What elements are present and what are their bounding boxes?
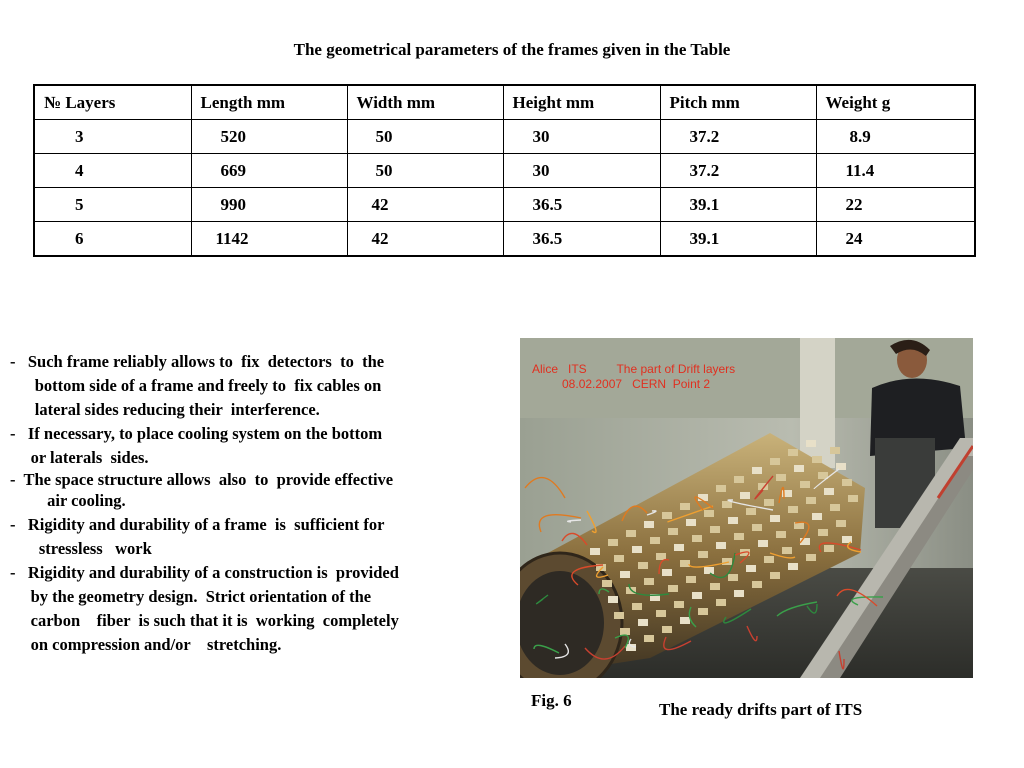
- detector-module: [710, 526, 720, 533]
- table-row: [34, 188, 975, 222]
- cell-layers: 6: [34, 222, 191, 257]
- detector-module: [836, 463, 846, 470]
- detector-module: [806, 497, 816, 504]
- cell-length: 520: [191, 120, 347, 154]
- detector-module: [842, 479, 852, 486]
- detector-module: [614, 555, 624, 562]
- bullet-continuation: lateral sides reducing their interference.: [10, 400, 320, 419]
- cell-height: 30: [503, 154, 660, 188]
- cell-pitch: 37.2: [660, 154, 816, 188]
- cell-weight: 8.9: [816, 120, 975, 154]
- table-row: [34, 120, 975, 154]
- table-header-row: [34, 85, 975, 120]
- cell-width: 50: [347, 154, 503, 188]
- detector-module: [662, 512, 672, 519]
- bullet-continuation: by the geometry design. Strict orientation of the: [10, 587, 372, 606]
- cell-length: 669: [191, 154, 347, 188]
- detector-module: [680, 560, 690, 567]
- detector-module: [620, 571, 630, 578]
- detector-module: [770, 515, 780, 522]
- detector-module: [680, 503, 690, 510]
- detector-module: [638, 619, 648, 626]
- parameters-table: [33, 84, 976, 257]
- detector-module: [824, 488, 834, 495]
- detector-module: [716, 599, 726, 606]
- cell-weight: 24: [816, 222, 975, 257]
- detector-module: [662, 626, 672, 633]
- detector-module: [686, 519, 696, 526]
- cell-height: 30: [503, 120, 660, 154]
- bullet-item: - The space structure allows also to provide effective: [10, 470, 394, 489]
- detector-module: [698, 608, 708, 615]
- header-width: Width mm: [347, 85, 503, 120]
- photo-overlay-line2: 08.02.2007 CERN Point 2: [532, 377, 711, 391]
- detector-module: [590, 548, 600, 555]
- detector-module: [728, 574, 738, 581]
- detector-module: [632, 546, 642, 553]
- cell-pitch: 39.1: [660, 188, 816, 222]
- detector-module: [848, 495, 858, 502]
- detector-module: [662, 569, 672, 576]
- detector-module: [734, 476, 744, 483]
- detector-module: [686, 576, 696, 583]
- detector-module: [800, 481, 810, 488]
- its-photo: [520, 338, 973, 678]
- cell-length: 990: [191, 188, 347, 222]
- detector-module: [632, 603, 642, 610]
- cell-pitch: 39.1: [660, 222, 816, 257]
- detector-module: [608, 596, 618, 603]
- detector-module: [830, 504, 840, 511]
- detector-module: [734, 533, 744, 540]
- detector-module: [788, 449, 798, 456]
- bullet-continuation: air cooling.: [10, 491, 126, 510]
- detector-module: [734, 590, 744, 597]
- detector-module: [650, 537, 660, 544]
- detector-module: [812, 513, 822, 520]
- bullet-continuation: carbon fiber is such that it is working completely: [10, 611, 399, 630]
- cell-layers: 3: [34, 120, 191, 154]
- detector-module: [728, 517, 738, 524]
- cell-layers: 5: [34, 188, 191, 222]
- detector-module: [680, 617, 690, 624]
- figure-label: Fig. 6: [531, 691, 572, 710]
- detector-module: [740, 492, 750, 499]
- detector-module: [644, 635, 654, 642]
- bullet-item: - If necessary, to place cooling system on the bottom: [10, 424, 383, 443]
- cell-layers: 4: [34, 154, 191, 188]
- detector-module: [824, 545, 834, 552]
- detector-module: [704, 510, 714, 517]
- table-row: [34, 154, 975, 188]
- detector-module: [704, 567, 714, 574]
- figure-caption: The ready drifts part of ITS: [659, 700, 863, 719]
- detector-module: [722, 558, 732, 565]
- header-pitch: Pitch mm: [660, 85, 816, 120]
- cell-height: 36.5: [503, 222, 660, 257]
- detector-module: [614, 612, 624, 619]
- detector-module: [620, 628, 630, 635]
- photo-overlay-line1: Alice ITS The part of Drift layers: [532, 362, 736, 376]
- detector-module: [716, 485, 726, 492]
- cell-weight: 11.4: [816, 154, 975, 188]
- cell-weight: 22: [816, 188, 975, 222]
- detector-module: [746, 508, 756, 515]
- cell-height: 36.5: [503, 188, 660, 222]
- detector-module: [770, 572, 780, 579]
- detector-module: [716, 542, 726, 549]
- detector-module: [812, 456, 822, 463]
- detector-module: [806, 440, 816, 447]
- detector-module: [788, 563, 798, 570]
- detector-module: [698, 551, 708, 558]
- bullet-item: - Rigidity and durability of a frame is sufficient for: [10, 515, 385, 534]
- detector-module: [758, 540, 768, 547]
- photo-overlay-text: [532, 362, 735, 392]
- header-layers: № Layers: [34, 85, 191, 120]
- detector-module: [644, 521, 654, 528]
- bullet-list: [10, 350, 490, 657]
- detector-module: [602, 580, 612, 587]
- detector-module: [668, 528, 678, 535]
- detector-module: [794, 465, 804, 472]
- cell-pitch: 37.2: [660, 120, 816, 154]
- detector-module: [752, 524, 762, 531]
- detector-module: [776, 474, 786, 481]
- detector-module: [764, 556, 774, 563]
- detector-module: [626, 530, 636, 537]
- header-weight: Weight g: [816, 85, 975, 120]
- detector-module: [722, 501, 732, 508]
- detector-module: [836, 520, 846, 527]
- detector-module: [668, 585, 678, 592]
- detector-module: [608, 539, 618, 546]
- header-length: Length mm: [191, 85, 347, 120]
- page-title: The geometrical parameters of the frames given in the Table: [293, 40, 731, 59]
- detector-module: [806, 554, 816, 561]
- bullet-continuation: bottom side of a frame and freely to fix cables on: [10, 376, 382, 395]
- detector-module: [656, 610, 666, 617]
- bullet-continuation: stressless work: [10, 539, 152, 558]
- cell-width: 42: [347, 188, 503, 222]
- detector-module: [638, 562, 648, 569]
- bullet-continuation: on compression and/or stretching.: [10, 635, 282, 654]
- detector-module: [746, 565, 756, 572]
- detector-module: [656, 553, 666, 560]
- detector-module: [764, 499, 774, 506]
- detector-module: [644, 578, 654, 585]
- detector-module: [782, 547, 792, 554]
- table-row: [34, 222, 975, 257]
- detector-module: [776, 531, 786, 538]
- detector-module: [692, 592, 702, 599]
- detector-module: [752, 581, 762, 588]
- detector-module: [674, 601, 684, 608]
- detector-module: [770, 458, 780, 465]
- detector-module: [674, 544, 684, 551]
- detector-module: [788, 506, 798, 513]
- detector-module: [692, 535, 702, 542]
- detector-module: [818, 529, 828, 536]
- cell-length: 1142: [191, 222, 347, 257]
- detector-module: [710, 583, 720, 590]
- bullet-item: - Such frame reliably allows to fix detectors to the: [10, 352, 385, 371]
- header-height: Height mm: [503, 85, 660, 120]
- bullet-continuation: or laterals sides.: [10, 448, 149, 467]
- cell-width: 50: [347, 120, 503, 154]
- bullet-item: - Rigidity and durability of a construction is provided: [10, 563, 399, 582]
- cell-width: 42: [347, 222, 503, 257]
- detector-module: [830, 447, 840, 454]
- detector-module: [752, 467, 762, 474]
